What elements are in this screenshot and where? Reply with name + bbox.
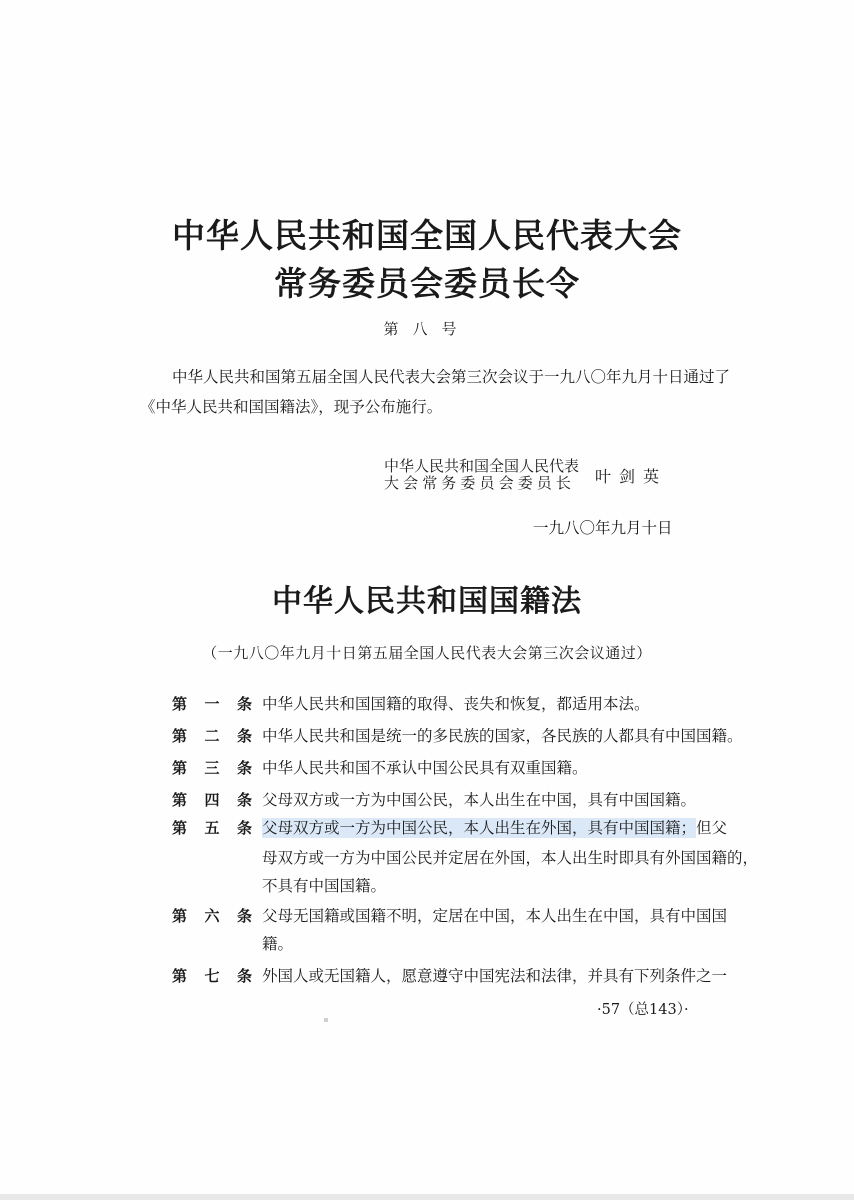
article-label <box>172 786 252 815</box>
article-label-char: 第 <box>172 791 188 809</box>
signer-title-line1: 中华人民共和国全国人民代表 <box>384 457 580 475</box>
article-label-char: 五 <box>204 819 220 837</box>
article-label-char: 第 <box>172 727 188 745</box>
decree-title-line2: 常务委员会委员长令 <box>274 264 580 303</box>
page-bottom-edge <box>0 1194 854 1200</box>
article-label-char: 第 <box>172 695 188 713</box>
article-text: 中华人民共和国不承认中国公民具有双重国籍。 <box>262 759 588 777</box>
decree-preamble-line1: 中华人民共和国第五届全国人民代表大会第三次会议于一九八〇年九月十日通过了 <box>172 368 731 386</box>
decree-title-line1: 中华人民共和国全国人民代表大会 <box>172 216 682 255</box>
scan-speck <box>324 1018 328 1022</box>
article-label <box>172 962 252 991</box>
article-label-char: 三 <box>204 759 220 777</box>
article-text <box>262 814 727 843</box>
article-text: 父母无国籍或国籍不明，定居在中国，本人出生在中国，具有中国国 <box>262 907 728 925</box>
decree-signature <box>384 458 667 492</box>
article-label-char: 第 <box>172 819 188 837</box>
article-text-rest: 但父 <box>696 819 728 837</box>
article-5 <box>172 814 727 843</box>
article-label-char: 条 <box>236 695 252 713</box>
law-title: 中华人民共和国国籍法 <box>272 584 582 619</box>
article-7 <box>172 962 727 991</box>
article-text: 父母双方或一方为中国公民，本人出生在中国，具有中国国籍。 <box>262 791 697 809</box>
article-label-char: 条 <box>236 907 252 925</box>
article-label-char: 一 <box>204 695 220 713</box>
article-label-char: 七 <box>204 967 220 985</box>
article-5-line3: 不具有中国国籍。 <box>262 877 387 895</box>
article-text: 外国人或无国籍人，愿意遵守中国宪法和法律，并具有下列条件之一 <box>262 967 728 985</box>
article-label <box>172 722 252 751</box>
decree-preamble-line2: 《中华人民共和国国籍法》，现予公布施行。 <box>140 398 443 416</box>
article-label-char: 二 <box>204 727 220 745</box>
decree-number: 第八号 <box>383 320 471 338</box>
signer-title-line2: 大会常务委员会委员长 <box>384 474 576 492</box>
article-label <box>172 690 252 719</box>
law-adoption-note: （一九八〇年九月十日第五届全国人民代表大会第三次会议通过） <box>202 644 652 662</box>
article-text: 中华人民共和国是统一的多民族的国家，各民族的人都具有中国国籍。 <box>262 727 743 745</box>
article-6 <box>172 902 727 931</box>
article-label-char: 条 <box>236 791 252 809</box>
article-label <box>172 754 252 783</box>
highlighted-text[interactable]: 父母双方或一方为中国公民，本人出生在外国，具有中国国籍； <box>262 819 697 837</box>
article-text: 中华人民共和国国籍的取得、丧失和恢复，都适用本法。 <box>262 695 650 713</box>
page-number: ·57（总143）· <box>597 1002 689 1018</box>
article-label <box>172 902 252 931</box>
signer-title <box>384 458 579 492</box>
article-1 <box>172 690 650 719</box>
article-label-char: 第 <box>172 967 188 985</box>
article-2 <box>172 722 743 751</box>
article-label-char: 条 <box>236 759 252 777</box>
article-label-char: 条 <box>236 727 252 745</box>
signer-name: 叶剑英 <box>595 466 668 486</box>
article-label-char: 条 <box>236 967 252 985</box>
article-label-char: 第 <box>172 907 188 925</box>
article-4 <box>172 786 696 815</box>
article-3 <box>172 754 588 783</box>
article-label-char: 四 <box>204 791 220 809</box>
article-label-char: 六 <box>204 907 220 925</box>
article-6-line2: 籍。 <box>262 935 294 953</box>
article-label <box>172 814 252 843</box>
article-label-char: 第 <box>172 759 188 777</box>
article-label-char: 条 <box>236 819 252 837</box>
article-5-line2: 母双方或一方为中国公民并定居在外国，本人出生时即具有外国国籍的， <box>262 849 759 867</box>
decree-date: 一九八〇年九月十日 <box>533 519 673 537</box>
